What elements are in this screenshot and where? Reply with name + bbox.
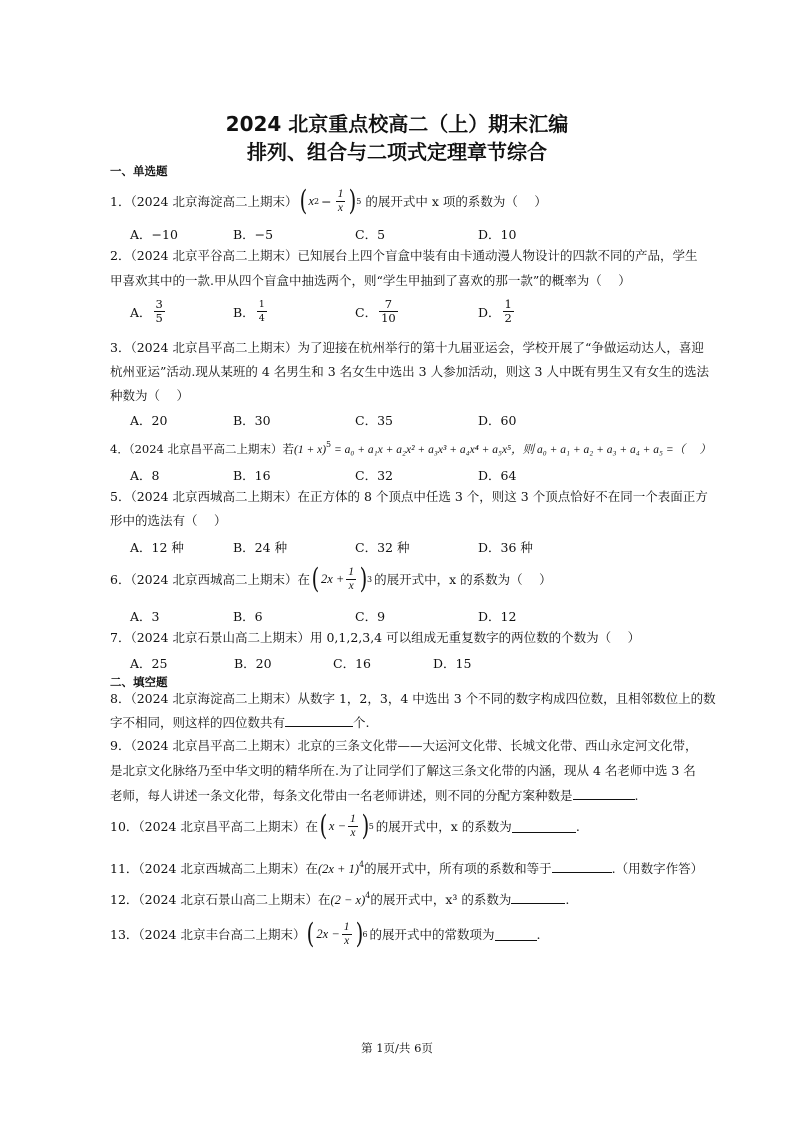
expr-term: x: [308, 193, 314, 208]
question-12-end: .: [565, 892, 570, 907]
option-label: D．: [478, 304, 501, 320]
q4-option-c[interactable]: C．32: [355, 468, 393, 483]
left-paren: (: [311, 562, 320, 595]
q1-option-b[interactable]: B．−5: [233, 227, 274, 242]
left-paren: (: [307, 917, 315, 950]
q1-option-d[interactable]: D．10: [478, 227, 517, 242]
numerator: 1: [337, 187, 344, 200]
section-heading-single-choice: 一、单选题: [110, 164, 168, 178]
question-3-line-3: 种数为（ ）: [110, 388, 189, 403]
page-number: 第 1页/共 6页: [361, 1041, 433, 1055]
q6-option-c[interactable]: C．9: [355, 609, 386, 624]
question-7: 7．（2024 北京石景山高二上期末）用 0,1,2,3,4 可以组成无重复数字的两位数的个数为（ ）: [110, 630, 641, 645]
q7-option-d[interactable]: D．15: [433, 656, 472, 671]
q6-option-d[interactable]: D．12: [478, 609, 517, 624]
expr-op: −: [321, 193, 332, 209]
exponent: 5: [368, 821, 374, 831]
question-13: [110, 914, 541, 954]
q3-option-b[interactable]: B．30: [233, 413, 271, 428]
expr-term: 2x −: [316, 926, 340, 941]
exp-2: 2: [314, 196, 320, 206]
answer-blank[interactable]: [512, 819, 576, 833]
option-label: B．: [233, 304, 255, 320]
section-heading-fill-in: 二、填空题: [110, 675, 168, 689]
fraction: [346, 566, 356, 593]
fraction: [348, 813, 358, 840]
denominator: 4: [258, 313, 265, 324]
denominator: x: [350, 826, 356, 839]
q4-option-a[interactable]: A．8: [130, 468, 160, 483]
question-6: [110, 560, 552, 598]
q3-option-d[interactable]: D．60: [478, 413, 517, 428]
q5-option-d[interactable]: D．36 种: [478, 540, 533, 555]
question-13-stem: 的展开式中的常数项为: [369, 926, 495, 942]
answer-blank[interactable]: [495, 927, 537, 941]
question-11: [110, 856, 703, 878]
numerator: 1: [343, 920, 350, 933]
q2-option-d[interactable]: [478, 298, 516, 325]
q7-option-b[interactable]: B．20: [234, 656, 272, 671]
question-11-end: .（用数字作答）: [611, 861, 704, 876]
denominator: 10: [381, 311, 396, 325]
numerator: 1: [350, 812, 356, 825]
denominator: x: [344, 934, 350, 947]
q2-option-c[interactable]: [355, 298, 400, 325]
q2-option-b[interactable]: [233, 298, 269, 325]
question-1: [110, 182, 547, 220]
exponent: 4: [365, 891, 371, 900]
numerator: 1: [504, 297, 512, 311]
question-8-line-2: [110, 713, 370, 731]
q3-option-c[interactable]: C．35: [355, 413, 393, 428]
question-5-line-1: 5．（2024 北京西城高二上期末）在正方体的 8 个顶点中任选 3 个，则这 3 个顶点恰好不在同一个表面正方: [110, 489, 708, 504]
question-9-end: .: [634, 788, 639, 803]
question-6-stem: 的展开式中，x 的系数为（ ）: [374, 571, 552, 587]
exponent: 3: [366, 574, 373, 584]
q3-option-a[interactable]: A．20: [130, 413, 168, 428]
q5-option-a[interactable]: A．12 种: [130, 540, 184, 555]
question-8-line-1: 8．（2024 北京海淀高二上期末）从数字 1，2，3，4 中选出 3 个不同的数字构成四位数，且相邻数位上的数: [110, 691, 716, 706]
right-paren: ): [348, 184, 357, 217]
question-11-stem: 的展开式中，所有项的系数和等于: [364, 861, 552, 876]
question-11-source: 11．（2024 北京西城高二上期末）在: [110, 861, 318, 876]
question-9-text: 老师，每人讲述一条文化带，每条文化带由一名老师讲述，则不同的分配方案种数是: [110, 788, 573, 803]
question-13-source: 13．（2024 北京丰台高二上期末）: [110, 926, 306, 942]
q6-option-b[interactable]: B．6: [233, 609, 263, 624]
question-6-source: 6．（2024 北京西城高二上期末）在: [110, 571, 310, 587]
question-8-text: 字不相同，则这样的四位数共有: [110, 715, 286, 730]
exponent: 4: [359, 860, 365, 869]
question-9-line-2: 是北京文化脉络乃至中华文明的精华所在.为了让同学们了解这三条文化带的内涵，现从 4 名老师中选 3 名: [110, 763, 696, 778]
page-title: 2024 北京重点校高二（上）期末汇编: [225, 112, 569, 136]
expr: (1 + x): [294, 444, 327, 456]
question-3-line-1: 3．（2024 北京昌平高二上期末）为了迎接在杭州举行的第十九届亚运会，学校开展了“争做运动达人，喜迎: [110, 340, 704, 355]
fraction: [336, 188, 346, 215]
numerator: 1: [348, 565, 355, 578]
question-12: [110, 887, 569, 909]
expr-term: 2x +: [320, 571, 345, 586]
q7-option-c[interactable]: C．16: [333, 656, 371, 671]
answer-blank[interactable]: [573, 786, 635, 800]
question-9-line-1: 9．（2024 北京昌平高二上期末）北京的三条文化带——大运河文化带、长城文化带、西山永定河文化带，: [110, 738, 698, 753]
expr-term: x −: [328, 818, 346, 833]
question-10-stem: 的展开式中，x 的系数为: [375, 818, 512, 834]
answer-blank[interactable]: [511, 890, 565, 904]
denominator: 5: [155, 311, 163, 325]
option-label: C．: [355, 304, 378, 320]
left-paren: (: [299, 184, 307, 217]
expr: (2 − x): [330, 893, 366, 907]
fraction: [379, 298, 398, 325]
question-2-line-2: 甲喜欢其中的一款.甲从四个盲盒中抽选两个，则“学生甲抽到了喜欢的那一款”的概率为（ ）: [110, 273, 631, 288]
denominator: 2: [504, 311, 512, 325]
right-paren: ): [355, 917, 363, 950]
exponent: 5: [326, 440, 332, 449]
fraction: [342, 921, 352, 948]
exponent: 6: [362, 929, 368, 939]
question-5-line-2: 形中的选法有（ ）: [110, 513, 227, 528]
question-13-end: .: [536, 926, 541, 942]
denominator: x: [337, 201, 343, 214]
page-subtitle: 排列、组合与二项式定理章节综合: [247, 140, 547, 164]
question-10-end: .: [575, 818, 580, 834]
question-12-stem: 的展开式中，x³ 的系数为: [370, 892, 512, 907]
answer-blank[interactable]: [285, 713, 353, 727]
question-8-end: 个.: [353, 715, 370, 730]
q2-option-a[interactable]: [130, 298, 167, 325]
q4-option-d[interactable]: D．64: [478, 468, 517, 483]
equation: = a₀ + a₁x + a₂x² + a₃x³ + a₄x⁴ + a₅x⁵，则 a₀ + a₁ + a₂ + a₃ + a₄ + a₅ =（ ）: [331, 444, 712, 456]
denominator: x: [348, 579, 354, 592]
numerator: 7: [379, 298, 398, 312]
question-1-source: 1．（2024 北京海淀高二上期末）: [110, 193, 298, 209]
q4-option-b[interactable]: B．16: [233, 468, 271, 483]
q5-option-b[interactable]: B．24 种: [233, 540, 288, 555]
fraction: [257, 298, 267, 325]
question-10: [110, 806, 580, 846]
exponent: 5: [356, 196, 362, 206]
question-4: [110, 436, 711, 459]
q7-option-a[interactable]: A．25: [130, 656, 168, 671]
question-3-line-2: 杭州亚运”活动.现从某班的 4 名男生和 3 名女生中选出 3 人参加活动，则这 3 人中既有男生又有女生的选法: [110, 364, 709, 379]
expr: (2x + 1): [317, 862, 360, 876]
right-paren: ): [359, 562, 368, 595]
question-10-source: 10．（2024 北京昌平高二上期末）在: [110, 818, 318, 834]
q5-option-c[interactable]: C．32 种: [355, 540, 410, 555]
option-label: A．: [130, 304, 152, 320]
fraction: [503, 298, 514, 325]
fraction: [154, 298, 165, 325]
question-9-line-3: [110, 786, 639, 804]
question-1-stem: 的展开式中 x 项的系数为（ ）: [365, 193, 547, 209]
q1-option-c[interactable]: C．5: [355, 227, 386, 242]
q1-option-a[interactable]: A．−10: [130, 227, 178, 242]
q6-option-a[interactable]: A．3: [130, 609, 160, 624]
left-paren: (: [319, 809, 328, 842]
question-4-source: 4．（2024 北京昌平高二上期末）若: [110, 442, 294, 456]
question-12-source: 12．（2024 北京石景山高二上期末）在: [110, 892, 331, 907]
numerator: 1: [258, 299, 265, 310]
right-paren: ): [361, 809, 370, 842]
answer-blank[interactable]: [552, 859, 612, 873]
question-2-line-1: 2．（2024 北京平谷高二上期末）已知展台上四个盲盒中装有由卡通动漫人物设计的四款不同的产品，学生: [110, 248, 698, 263]
numerator: 3: [155, 297, 163, 311]
